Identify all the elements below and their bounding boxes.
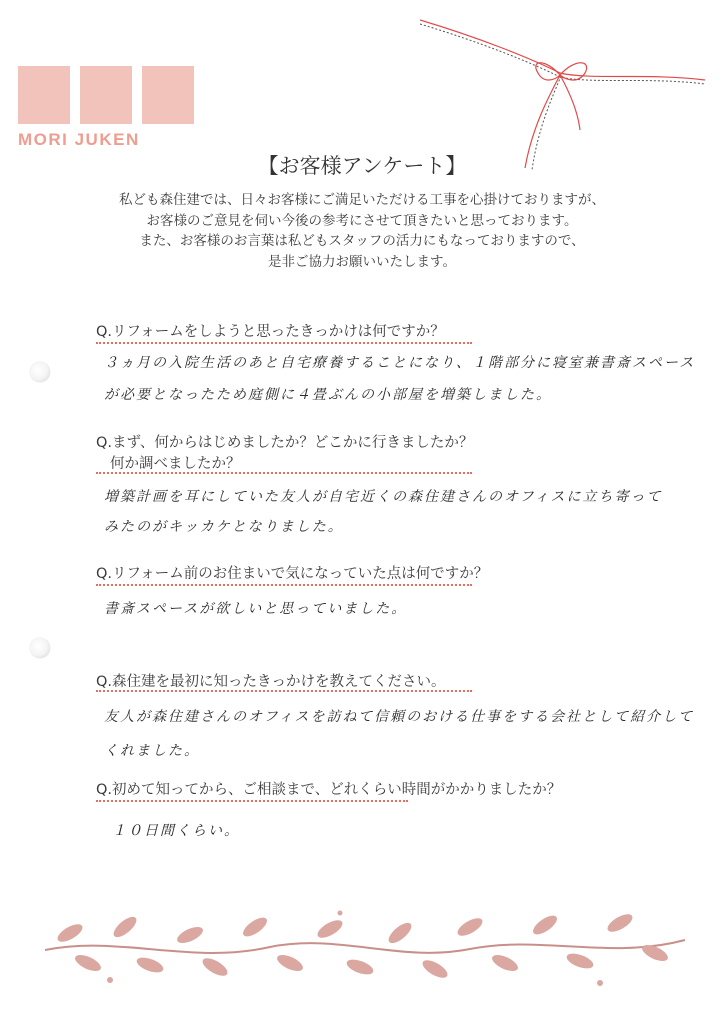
company-logo [18, 66, 193, 156]
answer-2-line-1: 増築計画を耳にしていた友人が自宅近くの森住建さんのオフィスに立ち寄って [104, 489, 663, 505]
answer-2-line-2: みたのがキッカケとなりました。 [104, 519, 344, 535]
intro-line: 私ども森住建では、日々お客様にご満足いただける工事を心掛けておりますが、 [119, 192, 605, 208]
question-2-line-2: 何か調べましたか？ [110, 456, 241, 472]
logo-text: MORI JUKEN [18, 130, 140, 149]
punch-hole [30, 638, 50, 658]
question-underline [96, 800, 408, 802]
answer-1-line-2: が必要となったため庭側に４畳ぶんの小部屋を増築しました。 [104, 387, 552, 403]
intro-line: また、お客様のお言葉は私どもスタッフの活力にもなっておりますので、 [139, 233, 585, 249]
intro-text [0, 190, 724, 272]
answer-5-line-1: １０日間くらい。 [112, 823, 240, 839]
question-underline [96, 472, 472, 474]
answer-4-line-1: 友人が森住建さんのオフィスを訪ねて信頼のおける仕事をする会社として紹介して [104, 709, 695, 725]
answer-1-line-1: ３ヵ月の入院生活のあと自宅療養することになり、１階部分に寝室兼書斎スペース [104, 355, 696, 371]
question-underline [96, 584, 472, 586]
page-title: 【お客様アンケート】 [257, 154, 467, 178]
question-underline [96, 342, 472, 344]
question-4: Q.森住建を最初に知ったきっかけを教えてください。 [96, 674, 446, 690]
logo-bar [80, 66, 132, 124]
answer-4-line-2: くれました。 [104, 743, 200, 759]
question-1: Q.リフォームをしようと思ったきっかけは何ですか？ [96, 324, 445, 340]
punch-hole [30, 362, 50, 382]
question-3: Q.リフォーム前のお住まいで気になっていた点は何ですか？ [96, 566, 489, 582]
answer-3-line-1: 書斎スペースが欲しいと思っていました。 [104, 601, 408, 617]
question-2: Q.まず、何からはじめましたか？どこかに行きましたか？ [96, 435, 474, 451]
logo-bar [18, 66, 70, 124]
leaf-vine-decoration [40, 905, 690, 990]
intro-line: 是非ご協力お願いいたします。 [268, 253, 456, 270]
logo-bar [142, 66, 194, 124]
question-underline [96, 690, 472, 692]
question-5: Q.初めて知ってから、ご相談まで、どれくらい時間がかかりましたか？ [96, 782, 562, 798]
intro-line: お客様のご意見を伺い今後の参考にさせて頂きたいと思っております。 [146, 212, 578, 229]
